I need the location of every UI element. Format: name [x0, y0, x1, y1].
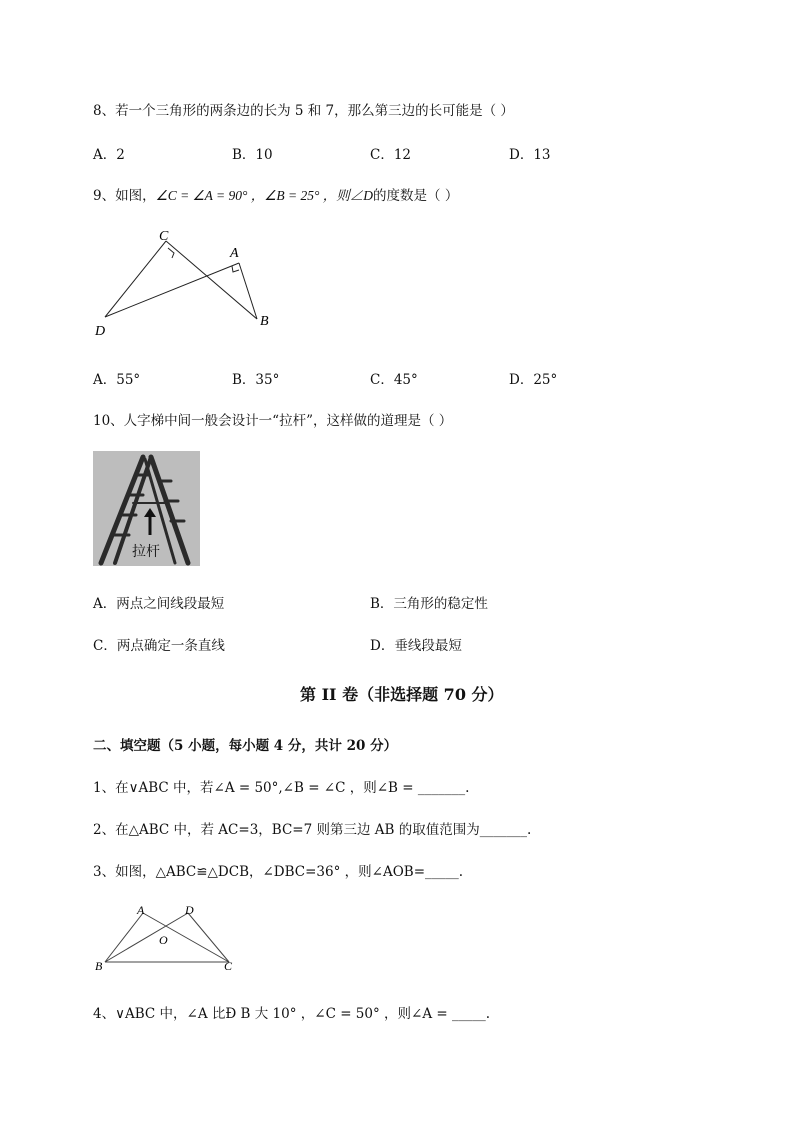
up-arrow-icon: [144, 508, 156, 535]
question-10-stem: 10、人字梯中间一般会设计一“拉杆”，这样做的道理是（ ）: [93, 413, 453, 429]
segment-da: [105, 263, 239, 317]
ladder-drawing: [93, 451, 200, 566]
segment-bd: [105, 913, 188, 962]
q9-option-d: D．25°: [509, 372, 558, 388]
part-2-title: 第 II 卷（非选择题 70 分）: [300, 685, 504, 704]
q8-option-b: B．10: [232, 147, 273, 163]
q8-option-a: A．2: [93, 147, 125, 163]
segment-dc: [188, 913, 229, 962]
fill-q3-figure: [93, 900, 243, 975]
label-o: O: [159, 933, 168, 947]
q10-option-c: C．两点确定一条直线: [93, 638, 225, 654]
q9-option-b: B．35°: [232, 372, 280, 388]
q10-option-b: B．三角形的稳定性: [370, 596, 488, 612]
fill-question-4: 4、∨ABC 中，∠A 比Ð B 大 10° ，∠C = 50° ，则∠A = _____.: [93, 1006, 491, 1022]
label-a: A: [230, 246, 239, 261]
q8-option-c: C．12: [370, 147, 412, 163]
ladder-photo: [93, 451, 200, 566]
fill-question-1: 1、在∨ABC 中，若∠A = 50°,∠B = ∠C ，则∠B = _______.: [93, 780, 470, 796]
q9-stem-suffix: 的度数是（ ）: [373, 188, 459, 204]
right-angle-a: [232, 266, 239, 272]
segment-dc: [105, 241, 166, 317]
label-b: B: [95, 959, 103, 973]
q8-option-d: D．13: [509, 147, 551, 163]
segment-cb: [166, 241, 257, 319]
label-b: B: [260, 314, 269, 329]
question-9-stem: [93, 184, 458, 204]
q10-option-d: D．垂线段最短: [370, 638, 462, 654]
fill-question-2: 2、在△ABC 中，若 AC=3，BC=7 则第三边 AB 的取值范围为_______.: [93, 822, 532, 838]
q9-option-c: C．45°: [370, 372, 418, 388]
question-8-stem: 8、若一个三角形的两条边的长为 5 和 7，那么第三边的长可能是（ ）: [93, 103, 514, 119]
segment-ab: [239, 263, 257, 319]
q9-option-a: A．55°: [93, 372, 141, 388]
q9-stem-prefix: 9、如图，: [93, 188, 156, 204]
fill-question-3: 3、如图，△ABC≌△DCB，∠DBC=36° ，则∠AOB=_____.: [93, 864, 464, 880]
ladder-label: 拉杆: [132, 544, 160, 560]
segment-ac: [143, 913, 229, 962]
right-angle-c: [168, 248, 174, 258]
label-d: D: [185, 903, 194, 917]
q10-option-a: A．两点之间线段最短: [93, 596, 225, 612]
segment-ba: [105, 913, 143, 962]
label-d: D: [95, 324, 106, 339]
q9-figure: [90, 226, 290, 342]
q9-stem-math: ∠C = ∠A = 90° ，∠B = 25° ，则∠D: [155, 188, 374, 203]
label-c: C: [224, 959, 233, 973]
label-c: C: [159, 229, 169, 244]
section-fill-in-title: 二、填空题（5 小题，每小题 4 分，共计 20 分）: [93, 738, 398, 754]
label-a: A: [137, 903, 145, 917]
